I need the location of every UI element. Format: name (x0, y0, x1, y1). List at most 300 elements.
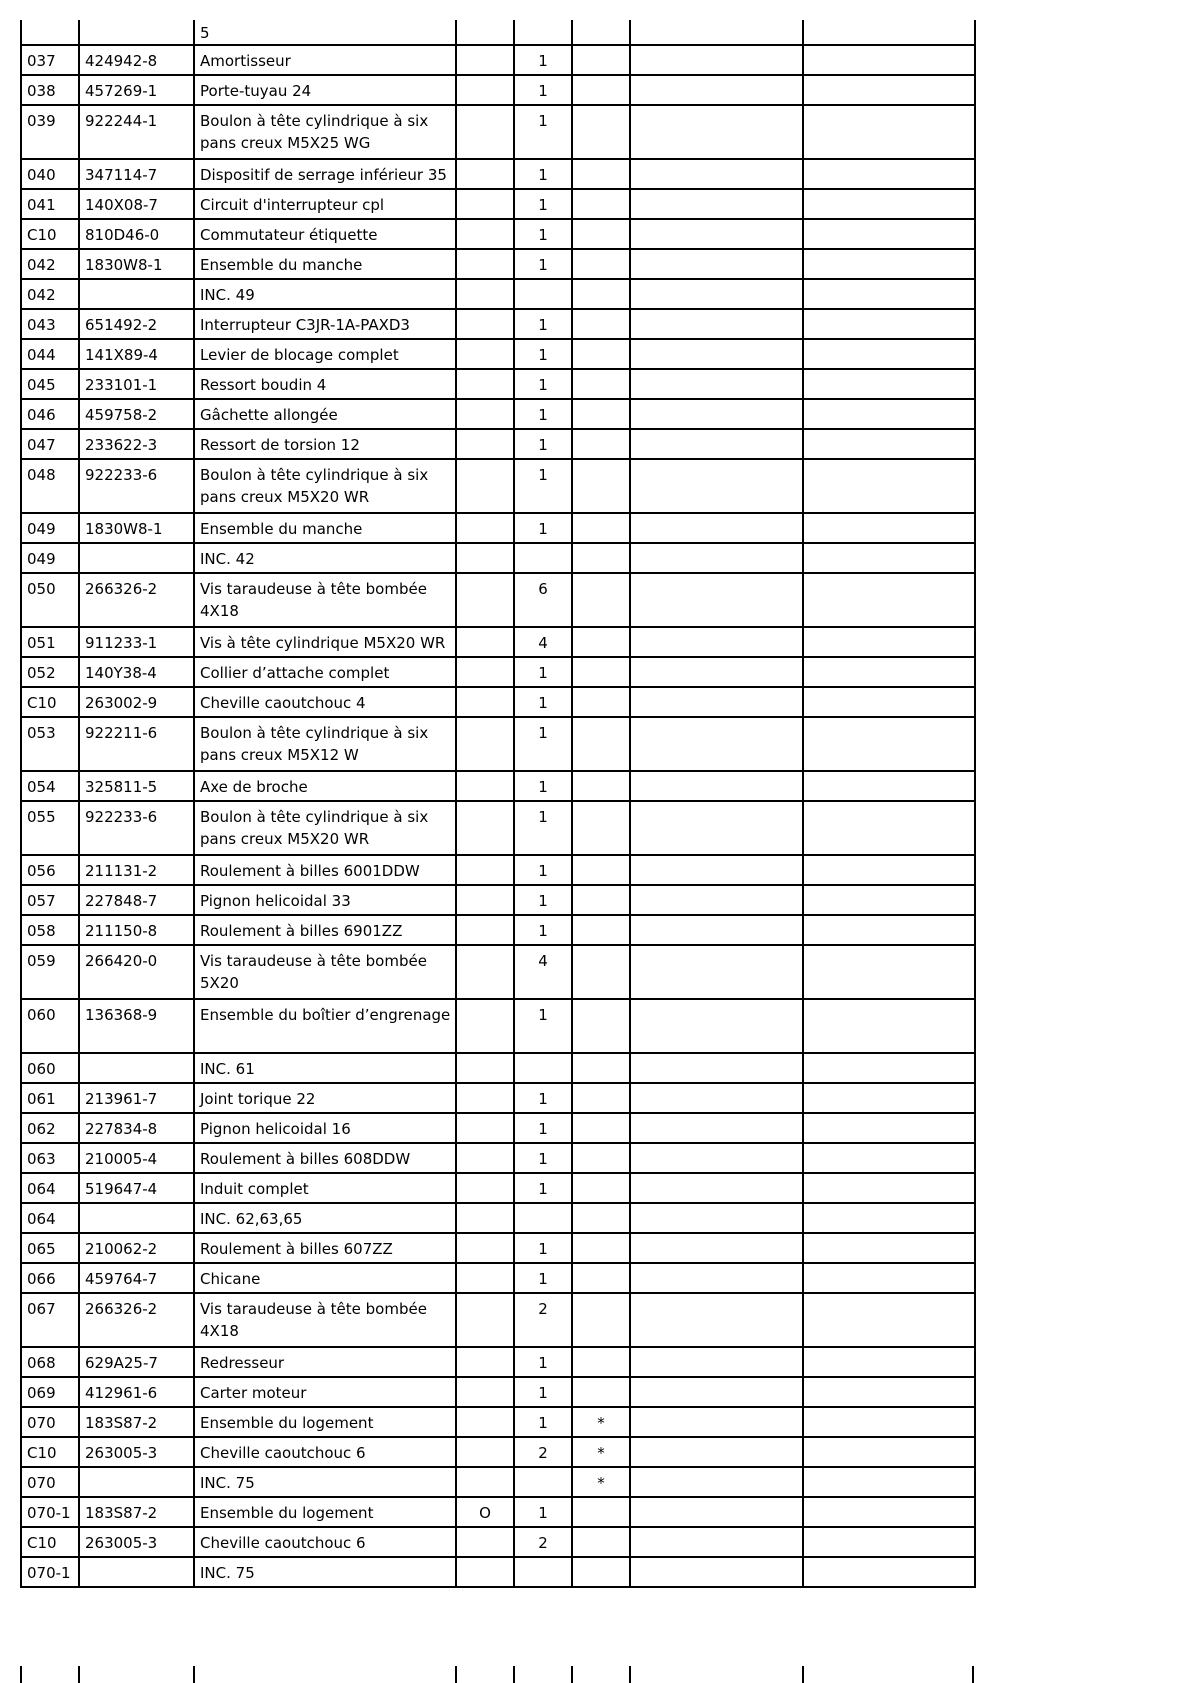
description-cell: Vis à tête cylindrique M5X20 WR (194, 627, 456, 657)
remark-cell (803, 855, 975, 885)
note-cell (630, 1377, 803, 1407)
option-cell (456, 219, 514, 249)
quantity-cell: 1 (514, 339, 572, 369)
note-cell (630, 885, 803, 915)
item-number-cell: 060 (21, 1053, 79, 1083)
quantity-cell: 1 (514, 105, 572, 159)
remark-cell (803, 159, 975, 189)
mark-cell (572, 657, 630, 687)
item-number-cell: 050 (21, 573, 79, 627)
table-row (21, 1467, 975, 1497)
mark-cell (572, 771, 630, 801)
table-row (21, 1083, 975, 1113)
note-cell (630, 1467, 803, 1497)
description-cell: Induit complet (194, 1173, 456, 1203)
option-cell (456, 801, 514, 855)
item-number-cell: 045 (21, 369, 79, 399)
note-cell (630, 1497, 803, 1527)
option-cell (456, 855, 514, 885)
part-number-cell: 141X89-4 (79, 339, 194, 369)
quantity-cell: 6 (514, 573, 572, 627)
mark-cell (572, 1083, 630, 1113)
description-cell: Ensemble du logement (194, 1407, 456, 1437)
option-cell (456, 1467, 514, 1497)
item-number-cell: 060 (21, 999, 79, 1053)
item-number-cell: 041 (21, 189, 79, 219)
remark-cell (803, 369, 975, 399)
table-row (21, 459, 975, 513)
table-row (21, 627, 975, 657)
note-cell (630, 1527, 803, 1557)
description-cell: Redresseur (194, 1347, 456, 1377)
table-continuation (20, 1666, 974, 1683)
item-number-cell: 056 (21, 855, 79, 885)
mark-cell (572, 45, 630, 75)
description-cell: Chicane (194, 1263, 456, 1293)
table-row (21, 885, 975, 915)
table-row (21, 1347, 975, 1377)
table-row (21, 1173, 975, 1203)
table-row (21, 657, 975, 687)
remark-cell (803, 801, 975, 855)
item-number-cell: 049 (21, 543, 79, 573)
note-cell (630, 219, 803, 249)
remark-cell (803, 687, 975, 717)
item-number-cell: 070 (21, 1407, 79, 1437)
item-number-cell: 059 (21, 945, 79, 999)
mark-cell (572, 543, 630, 573)
mark-cell (572, 885, 630, 915)
mark-cell (572, 627, 630, 657)
mark-cell (572, 1053, 630, 1083)
note-cell (630, 1293, 803, 1347)
option-cell (456, 459, 514, 513)
option-cell (456, 573, 514, 627)
option-cell (456, 20, 514, 45)
mark-cell (572, 339, 630, 369)
quantity-cell: 1 (514, 1263, 572, 1293)
quantity-cell: 1 (514, 1347, 572, 1377)
mark-cell: * (572, 1437, 630, 1467)
part-number-cell: 922211-6 (79, 717, 194, 771)
table-row (21, 1113, 975, 1143)
note-cell (630, 573, 803, 627)
item-number-cell: 057 (21, 885, 79, 915)
table-row (21, 687, 975, 717)
table-row (21, 309, 975, 339)
description-cell: Amortisseur (194, 45, 456, 75)
part-number-cell: 629A25-7 (79, 1347, 194, 1377)
quantity-cell: 1 (514, 687, 572, 717)
item-number-cell: 039 (21, 105, 79, 159)
item-number-cell: C10 (21, 219, 79, 249)
remark-cell (803, 1053, 975, 1083)
table-row (21, 399, 975, 429)
remark-cell (803, 513, 975, 543)
mark-cell (572, 399, 630, 429)
table-row (21, 249, 975, 279)
mark-cell (572, 915, 630, 945)
note-cell (630, 1203, 803, 1233)
part-number-cell: 922233-6 (79, 459, 194, 513)
remark-cell (803, 717, 975, 771)
quantity-cell (514, 1053, 572, 1083)
note-cell (630, 189, 803, 219)
part-number-cell: 459758-2 (79, 399, 194, 429)
mark-cell (572, 279, 630, 309)
quantity-cell: 1 (514, 429, 572, 459)
description-cell: 5 (194, 20, 456, 45)
description-cell: Roulement à billes 608DDW (194, 1143, 456, 1173)
description-cell: Vis taraudeuse à tête bombée 4X18 (194, 1293, 456, 1347)
quantity-cell: 1 (514, 1377, 572, 1407)
item-number-cell (21, 20, 79, 45)
table-row (21, 189, 975, 219)
note-cell (630, 369, 803, 399)
remark-cell (803, 249, 975, 279)
table-row (21, 20, 975, 45)
remark-cell (803, 105, 975, 159)
quantity-cell: 1 (514, 513, 572, 543)
part-number-cell: 810D46-0 (79, 219, 194, 249)
description-cell: Levier de blocage complet (194, 339, 456, 369)
option-cell (456, 1173, 514, 1203)
quantity-cell: 1 (514, 1173, 572, 1203)
mark-cell (572, 1377, 630, 1407)
parts-table (20, 20, 976, 1588)
quantity-cell: 1 (514, 855, 572, 885)
remark-cell (803, 1233, 975, 1263)
description-cell: Ressort de torsion 12 (194, 429, 456, 459)
item-number-cell: 054 (21, 771, 79, 801)
mark-cell (572, 801, 630, 855)
remark-cell (803, 1467, 975, 1497)
table-row (21, 855, 975, 885)
quantity-cell: 1 (514, 915, 572, 945)
note-cell (630, 279, 803, 309)
part-number-cell: 211131-2 (79, 855, 194, 885)
part-number-cell: 213961-7 (79, 1083, 194, 1113)
part-number-cell: 519647-4 (79, 1173, 194, 1203)
table-row (21, 513, 975, 543)
option-cell: O (456, 1497, 514, 1527)
remark-cell (803, 627, 975, 657)
description-cell: Pignon helicoidal 16 (194, 1113, 456, 1143)
table-row (21, 999, 975, 1053)
option-cell (456, 1263, 514, 1293)
note-cell (630, 999, 803, 1053)
remark-cell (803, 1347, 975, 1377)
part-number-cell: 412961-6 (79, 1377, 194, 1407)
description-cell: Joint torique 22 (194, 1083, 456, 1113)
note-cell (630, 249, 803, 279)
note-cell (630, 20, 803, 45)
description-cell: Roulement à billes 6001DDW (194, 855, 456, 885)
description-cell: INC. 62,63,65 (194, 1203, 456, 1233)
quantity-cell: 1 (514, 45, 572, 75)
quantity-cell (514, 279, 572, 309)
option-cell (456, 885, 514, 915)
table-row (21, 1377, 975, 1407)
part-number-cell: 183S87-2 (79, 1407, 194, 1437)
quantity-cell: 1 (514, 159, 572, 189)
part-number-cell: 211150-8 (79, 915, 194, 945)
note-cell (630, 1143, 803, 1173)
quantity-cell: 1 (514, 1143, 572, 1173)
table-row (21, 339, 975, 369)
note-cell (630, 459, 803, 513)
option-cell (456, 657, 514, 687)
remark-cell (803, 1437, 975, 1467)
item-number-cell: 067 (21, 1293, 79, 1347)
item-number-cell: 062 (21, 1113, 79, 1143)
description-cell: Vis taraudeuse à tête bombée 5X20 (194, 945, 456, 999)
part-number-cell (79, 279, 194, 309)
option-cell (456, 1113, 514, 1143)
remark-cell (803, 399, 975, 429)
note-cell (630, 1263, 803, 1293)
mark-cell (572, 1173, 630, 1203)
remark-cell (803, 219, 975, 249)
table-row (21, 279, 975, 309)
quantity-cell: 1 (514, 771, 572, 801)
note-cell (630, 513, 803, 543)
mark-cell (572, 1113, 630, 1143)
description-cell: INC. 49 (194, 279, 456, 309)
part-number-cell: 210005-4 (79, 1143, 194, 1173)
description-cell: Roulement à billes 6901ZZ (194, 915, 456, 945)
quantity-cell: 1 (514, 1083, 572, 1113)
description-cell: Cheville caoutchouc 6 (194, 1527, 456, 1557)
quantity-cell: 1 (514, 399, 572, 429)
parts-list-sheet (20, 20, 976, 1588)
quantity-cell: 1 (514, 189, 572, 219)
table-row (21, 159, 975, 189)
description-cell: Ensemble du manche (194, 513, 456, 543)
remark-cell (803, 339, 975, 369)
option-cell (456, 279, 514, 309)
mark-cell (572, 573, 630, 627)
quantity-cell: 4 (514, 945, 572, 999)
option-cell (456, 1143, 514, 1173)
part-number-cell: 263005-3 (79, 1437, 194, 1467)
mark-cell (572, 1347, 630, 1377)
option-cell (456, 159, 514, 189)
mark-cell (572, 189, 630, 219)
note-cell (630, 105, 803, 159)
quantity-cell: 1 (514, 249, 572, 279)
option-cell (456, 627, 514, 657)
remark-cell (803, 1377, 975, 1407)
part-number-cell: 266420-0 (79, 945, 194, 999)
part-number-cell: 347114-7 (79, 159, 194, 189)
option-cell (456, 189, 514, 219)
mark-cell (572, 1233, 630, 1263)
option-cell (456, 339, 514, 369)
note-cell (630, 339, 803, 369)
quantity-cell: 4 (514, 627, 572, 657)
quantity-cell: 1 (514, 1233, 572, 1263)
description-cell: Dispositif de serrage inférieur 35 (194, 159, 456, 189)
table-row (21, 1233, 975, 1263)
table-row (21, 1407, 975, 1437)
mark-cell (572, 429, 630, 459)
option-cell (456, 1233, 514, 1263)
quantity-cell (514, 543, 572, 573)
remark-cell (803, 573, 975, 627)
item-number-cell: 044 (21, 339, 79, 369)
item-number-cell: 047 (21, 429, 79, 459)
part-number-cell (79, 1467, 194, 1497)
quantity-cell: 1 (514, 219, 572, 249)
remark-cell (803, 45, 975, 75)
description-cell: Ensemble du boîtier d’engrenage (194, 999, 456, 1053)
mark-cell: * (572, 1407, 630, 1437)
note-cell (630, 1173, 803, 1203)
option-cell (456, 687, 514, 717)
note-cell (630, 771, 803, 801)
option-cell (456, 543, 514, 573)
mark-cell (572, 75, 630, 105)
quantity-cell: 2 (514, 1527, 572, 1557)
remark-cell (803, 885, 975, 915)
mark-cell: * (572, 1467, 630, 1497)
remark-cell (803, 1557, 975, 1587)
remark-cell (803, 1083, 975, 1113)
part-number-cell: 140Y38-4 (79, 657, 194, 687)
remark-cell (803, 771, 975, 801)
note-cell (630, 915, 803, 945)
description-cell: Carter moteur (194, 1377, 456, 1407)
option-cell (456, 513, 514, 543)
table-row (21, 1293, 975, 1347)
part-number-cell: 459764-7 (79, 1263, 194, 1293)
mark-cell (572, 717, 630, 771)
item-number-cell: 042 (21, 249, 79, 279)
item-number-cell: C10 (21, 687, 79, 717)
option-cell (456, 249, 514, 279)
quantity-cell: 1 (514, 657, 572, 687)
quantity-cell: 1 (514, 75, 572, 105)
mark-cell (572, 459, 630, 513)
table-row (21, 105, 975, 159)
table-row (21, 1143, 975, 1173)
note-cell (630, 627, 803, 657)
item-number-cell: C10 (21, 1527, 79, 1557)
remark-cell (803, 1407, 975, 1437)
mark-cell (572, 1527, 630, 1557)
quantity-cell: 1 (514, 1113, 572, 1143)
item-number-cell: 037 (21, 45, 79, 75)
quantity-cell: 1 (514, 1407, 572, 1437)
table-row (21, 573, 975, 627)
item-number-cell: 070 (21, 1467, 79, 1497)
option-cell (456, 1053, 514, 1083)
table-row (21, 219, 975, 249)
description-cell: INC. 42 (194, 543, 456, 573)
item-number-cell: 053 (21, 717, 79, 771)
mark-cell (572, 945, 630, 999)
note-cell (630, 657, 803, 687)
note-cell (630, 1437, 803, 1467)
description-cell: INC. 61 (194, 1053, 456, 1083)
note-cell (630, 1083, 803, 1113)
part-number-cell: 263002-9 (79, 687, 194, 717)
description-cell: Collier d’attache complet (194, 657, 456, 687)
remark-cell (803, 1293, 975, 1347)
remark-cell (803, 1527, 975, 1557)
option-cell (456, 945, 514, 999)
option-cell (456, 1377, 514, 1407)
quantity-cell: 1 (514, 717, 572, 771)
note-cell (630, 855, 803, 885)
option-cell (456, 369, 514, 399)
note-cell (630, 45, 803, 75)
option-cell (456, 1437, 514, 1467)
mark-cell (572, 249, 630, 279)
option-cell (456, 915, 514, 945)
quantity-cell: 2 (514, 1437, 572, 1467)
note-cell (630, 309, 803, 339)
note-cell (630, 1233, 803, 1263)
note-cell (630, 399, 803, 429)
remark-cell (803, 1203, 975, 1233)
remark-cell (803, 1263, 975, 1293)
option-cell (456, 1527, 514, 1557)
note-cell (630, 945, 803, 999)
description-cell: Ensemble du manche (194, 249, 456, 279)
table-row (21, 1053, 975, 1083)
quantity-cell (514, 20, 572, 45)
option-cell (456, 771, 514, 801)
item-number-cell: 068 (21, 1347, 79, 1377)
quantity-cell: 1 (514, 309, 572, 339)
table-row (21, 771, 975, 801)
table-row (21, 75, 975, 105)
item-number-cell: 043 (21, 309, 79, 339)
part-number-cell: 263005-3 (79, 1527, 194, 1557)
table-row (21, 1203, 975, 1233)
note-cell (630, 1557, 803, 1587)
item-number-cell: 064 (21, 1173, 79, 1203)
description-cell: Boulon à tête cylindrique à six pans creux M5X20 WR (194, 459, 456, 513)
remark-cell (803, 309, 975, 339)
item-number-cell: 058 (21, 915, 79, 945)
quantity-cell: 1 (514, 801, 572, 855)
table-row (21, 1263, 975, 1293)
part-number-cell: 136368-9 (79, 999, 194, 1053)
option-cell (456, 717, 514, 771)
mark-cell (572, 1293, 630, 1347)
part-number-cell: 210062-2 (79, 1233, 194, 1263)
note-cell (630, 1053, 803, 1083)
part-number-cell: 457269-1 (79, 75, 194, 105)
quantity-cell: 1 (514, 1497, 572, 1527)
item-number-cell: 048 (21, 459, 79, 513)
note-cell (630, 159, 803, 189)
option-cell (456, 105, 514, 159)
option-cell (456, 45, 514, 75)
table-row (21, 1557, 975, 1587)
remark-cell (803, 75, 975, 105)
option-cell (456, 999, 514, 1053)
parts-table-body (21, 20, 975, 1587)
note-cell (630, 75, 803, 105)
table-row (21, 1497, 975, 1527)
item-number-cell: 061 (21, 1083, 79, 1113)
option-cell (456, 1557, 514, 1587)
option-cell (456, 1407, 514, 1437)
